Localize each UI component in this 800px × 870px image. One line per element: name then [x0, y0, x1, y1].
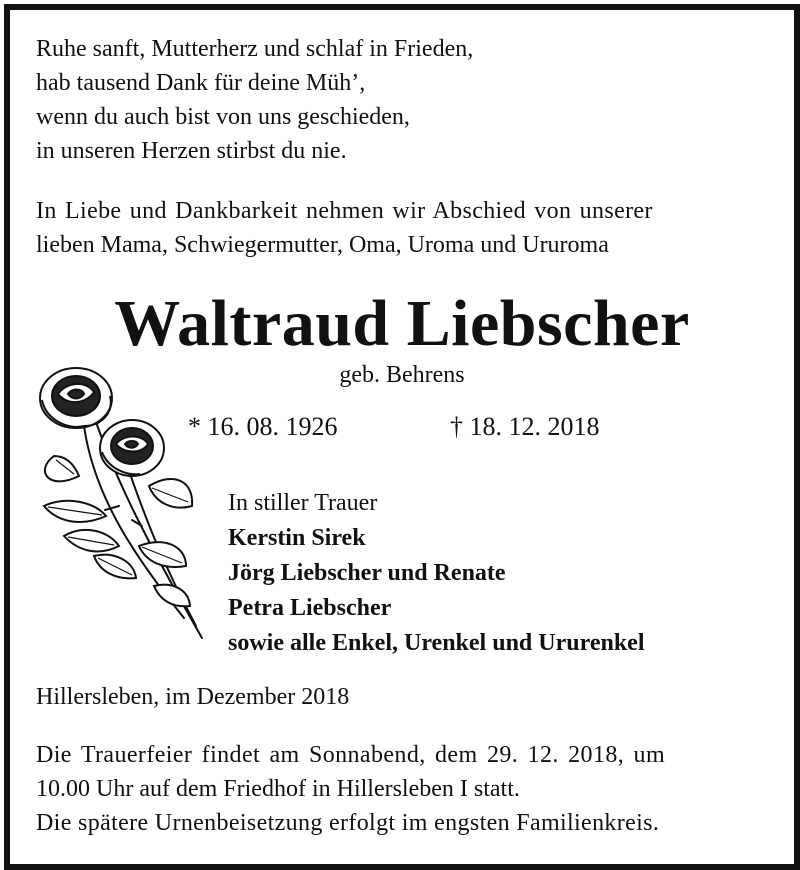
poem-line: Ruhe sanft, Mutterherz und schlaf in Frieden, [36, 36, 474, 62]
rose-upper [40, 368, 112, 428]
mourner-name: Kerstin Sirek [228, 525, 366, 551]
funeral-line: Die Trauerfeier findet am Sonnabend, dem 29. 12. 2018, um [36, 742, 666, 768]
maiden-name: geb. Behrens [339, 362, 465, 388]
birth-date: * 16. 08. 1926 [188, 412, 338, 441]
obituary-notice [4, 4, 800, 870]
mourner-name: sowie alle Enkel, Urenkel und Ururenkel [228, 630, 645, 656]
rose-lower [100, 420, 164, 476]
intro-line: lieben Mama, Schwiegermutter, Oma, Uroma und Ururoma [36, 232, 609, 258]
mourners-block [228, 486, 644, 661]
mourners-heading: In stiller Trauer [228, 490, 378, 516]
deceased-name: Waltraud Liebscher [114, 287, 690, 360]
funeral-line: 10.00 Uhr auf dem Friedhof in Hillersleben I statt. [36, 776, 520, 802]
intro-line: In Liebe und Dankbarkeit nehmen wir Abschied von unserer [36, 198, 653, 224]
roses-illustration [24, 356, 210, 646]
funeral-line: Die spätere Urnenbeisetzung erfolgt im engsten Familienkreis. [36, 810, 660, 836]
place-date: Hillersleben, im Dezember 2018 [36, 684, 350, 710]
funeral-info [36, 738, 665, 840]
poem-line: wenn du auch bist von uns geschieden, [36, 104, 410, 130]
poem-line: in unseren Herzen stirbst du nie. [36, 138, 347, 164]
poem-verse [36, 32, 473, 168]
poem-line: hab tausend Dank für deine Müh’, [36, 70, 366, 96]
death-date: † 18. 12. 2018 [450, 412, 600, 441]
intro-text [36, 194, 653, 262]
mourner-name: Jörg Liebscher und Renate [228, 560, 506, 586]
mourner-name: Petra Liebscher [228, 595, 392, 621]
